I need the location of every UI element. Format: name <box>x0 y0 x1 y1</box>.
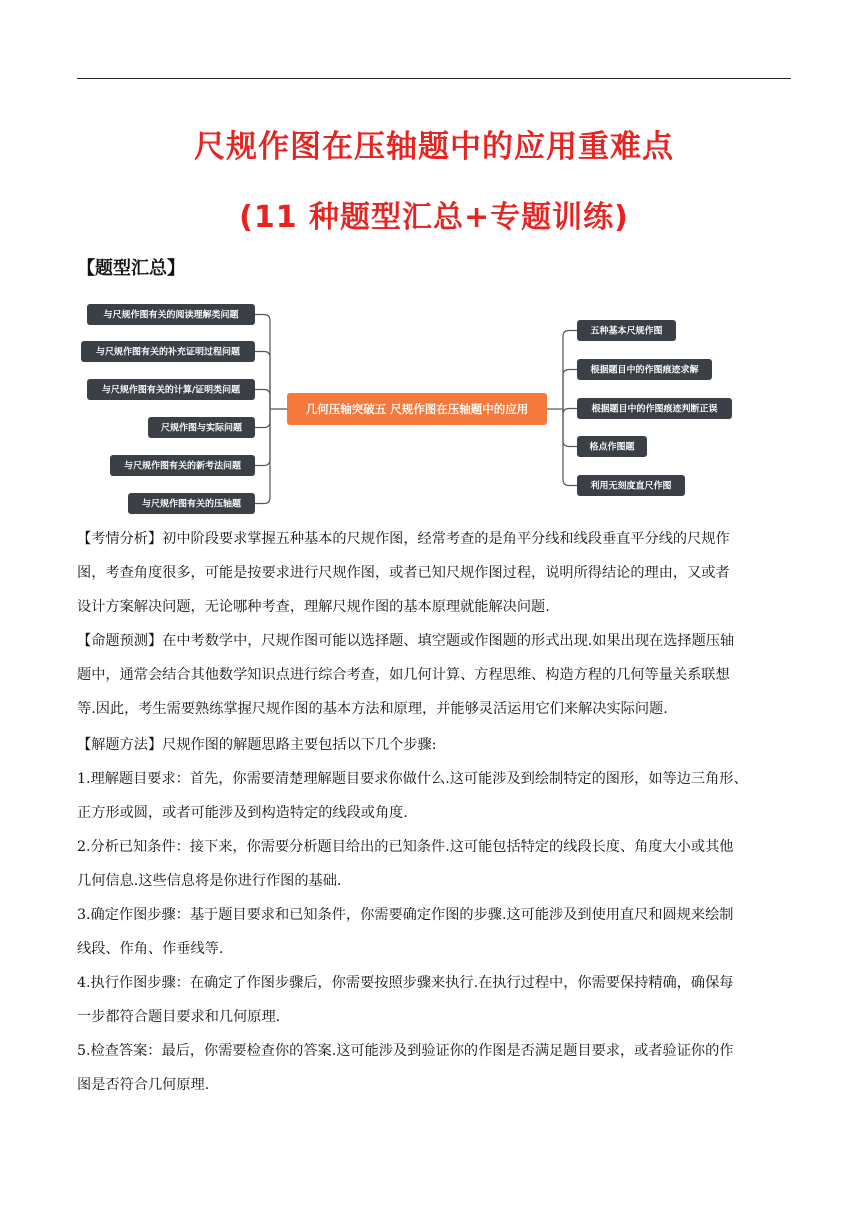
connector-line <box>255 409 270 428</box>
mind-map-left-node <box>148 417 255 438</box>
method-line: 尺规作图的解题思路主要包括以下几个步骤: <box>162 737 437 753</box>
step-line: 5.检查答案：最后，你需要检查你的答案.这可能涉及到验证你的作图是否满足题目要求，或者验证你的作 <box>77 1043 734 1059</box>
connector-line <box>255 352 270 410</box>
mind-map-left-node-label: 与尺规作图有关的补充证明过程问题 <box>95 347 241 358</box>
mind-map-left-node-label: 与尺规作图有关的计算/证明类问题 <box>101 385 241 396</box>
mind-map-left-node <box>128 493 255 514</box>
mind-map-right-node-label: 五种基本尺规作图 <box>590 326 663 337</box>
step-line: 线段、作角、作垂线等. <box>77 941 224 957</box>
connector-line <box>563 409 577 486</box>
mind-map-left-node <box>87 304 255 325</box>
mind-map-nodes <box>81 304 732 514</box>
step-line: 1.理解题目要求：首先，你需要清楚理解题目要求你做什么.这可能涉及到绘制特定的图形，如等边三角形、 <box>77 771 748 787</box>
mind-map-center-node-label: 几何压轴突破五 尺规作图在压轴题中的应用 <box>305 402 529 417</box>
connector-line <box>255 409 270 504</box>
prediction-line: 在中考数学中，尺规作图可能以选择题、填空题或作图题的形式出现.如果出现在选择题压轴 <box>162 633 735 649</box>
mind-map-left-node-label: 与尺规作图有关的新考法问题 <box>123 461 242 472</box>
connector-line <box>255 409 270 466</box>
mind-map-left-node-label: 与尺规作图有关的压轴题 <box>141 499 242 510</box>
connector-line <box>563 370 577 410</box>
analysis-line: 设计方案解决问题，无论哪种考查，理解尺规作图的基本原理就能解决问题. <box>77 599 550 615</box>
step-line: 几何信息.这些信息将是你进行作图的基础. <box>77 873 342 889</box>
prediction-paragraph <box>77 624 797 726</box>
step-line: 3.确定作图步骤：基于题目要求和已知条件，你需要确定作图的步骤.这可能涉及到使用直尺和圆规来绘制 <box>77 907 734 923</box>
connector-line <box>255 315 270 410</box>
mind-map-left-node-label: 尺规作图与实际问题 <box>160 423 243 434</box>
document-title: 尺规作图在压轴题中的应用重难点 <box>194 129 674 165</box>
mind-map-left-node-label: 与尺规作图有关的阅读理解类问题 <box>103 310 239 321</box>
step-line: 2.分析已知条件：接下来，你需要分析题目给出的已知条件.这可能包括特定的线段长度、角度大小或其他 <box>77 839 734 855</box>
connector-line <box>255 390 270 410</box>
mind-map-right-node <box>577 436 647 457</box>
step-line: 图是否符合几何原理. <box>77 1077 210 1093</box>
mind-map-right-node-label: 格点作图题 <box>589 442 635 453</box>
connector-line <box>563 409 577 415</box>
mind-map-center-node <box>287 393 547 425</box>
mind-map-right-node-label: 利用无刻度直尺作图 <box>590 481 672 492</box>
step-line: 4.执行作图步骤：在确定了作图步骤后，你需要按照步骤来执行.在执行过程中，你需要保持精确，确保每 <box>77 975 734 991</box>
mind-map-right-node <box>577 320 676 341</box>
mind-map-left-node <box>81 341 255 362</box>
analysis-line: 初中阶段要求掌握五种基本的尺规作图，经常考查的是角平分线和线段垂直平分线的尺规作 <box>162 531 730 547</box>
method-label: 【解题方法】 <box>77 737 163 753</box>
prediction-line: 题中，通常会结合其他数学知识点进行综合考查，如几何计算、方程思维、构造方程的几何等量关系联想 <box>77 667 730 683</box>
mind-map-right-node <box>577 359 712 380</box>
prediction-label: 【命题预测】 <box>77 633 163 649</box>
mind-map-left-node <box>87 379 255 400</box>
mind-map-right-node-label: 根据题目中的作图痕迹判断正误 <box>591 404 718 415</box>
analysis-label: 【考情分析】 <box>77 531 163 547</box>
analysis-line: 图，考查角度很多，可能是按要求进行尺规作图，或者已知尺规作图过程，说明所得结论的理由，又或者 <box>77 565 730 581</box>
section-heading: 【题型汇总】 <box>77 258 185 279</box>
mind-map-right-node <box>577 398 732 419</box>
header-rule <box>77 78 791 79</box>
mind-map-right-node-label: 根据题目中的作图痕迹求解 <box>590 365 699 376</box>
analysis-paragraph <box>77 522 797 624</box>
mind-map-right-node <box>577 475 685 496</box>
document-subtitle: (11 种题型汇总+专题训练) <box>239 200 629 235</box>
step-line: 正方形或圆，或者可能涉及到构造特定的线段或角度. <box>77 805 408 821</box>
connector-line <box>563 409 577 447</box>
prediction-line: 等.因此，考生需要熟练掌握尺规作图的基本方法和原理，并能够灵活运用它们来解决实际问题. <box>77 701 668 717</box>
mind-map <box>0 290 868 520</box>
step-line: 一步都符合题目要求和几何原理. <box>77 1009 281 1025</box>
method-paragraph <box>77 728 797 1102</box>
mind-map-left-node <box>110 455 255 476</box>
